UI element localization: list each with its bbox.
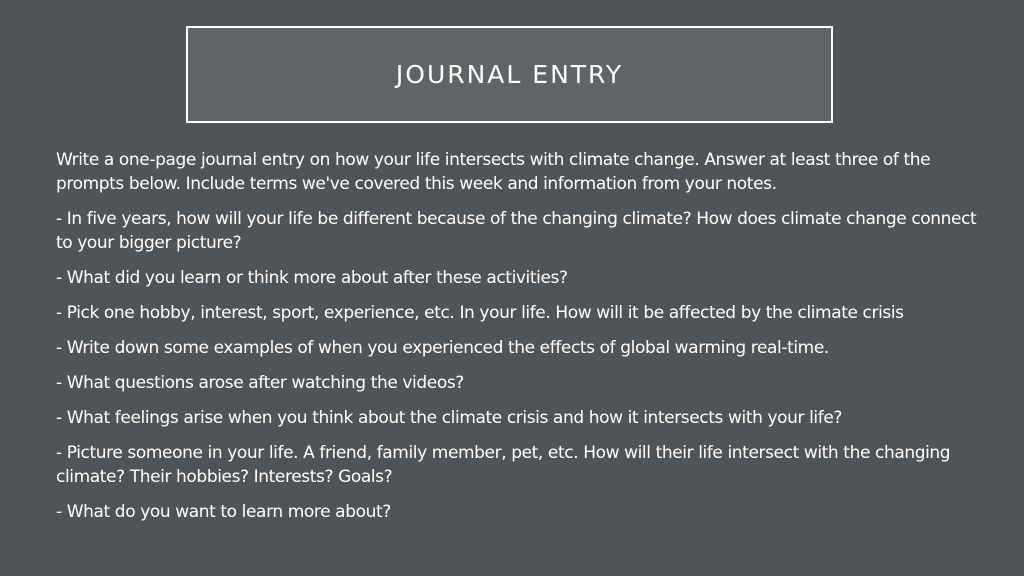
prompt-item: - Picture someone in your life. A friend, family member, pet, etc. How will their life intersect with the changing climate? Their hobbies? Interests? Goals? [56, 443, 951, 487]
prompt-item: - Pick one hobby, interest, sport, experience, etc. In your life. How will it be affected by the climate crisis [56, 303, 904, 323]
prompt-item: - In five years, how will your life be different because of the changing climate? How does climate change connect to your bigger picture? [56, 209, 977, 253]
intro-paragraph: Write a one-page journal entry on how your life intersects with climate change. Answer at least three of the prompts below. Include terms we've covered this week and information from your notes. [56, 150, 931, 194]
prompt-item: - Write down some examples of when you experienced the effects of global warming real-time. [56, 338, 829, 358]
slide-body [56, 148, 996, 535]
prompt-item: - What do you want to learn more about? [56, 502, 391, 522]
prompt-item: - What feelings arise when you think about the climate crisis and how it intersects with your life? [56, 408, 843, 428]
prompt-item: - What did you learn or think more about after these activities? [56, 268, 568, 288]
slide-title: JOURNAL ENTRY [395, 60, 624, 89]
prompt-item: - What questions arose after watching the videos? [56, 373, 464, 393]
title-box [186, 26, 833, 123]
